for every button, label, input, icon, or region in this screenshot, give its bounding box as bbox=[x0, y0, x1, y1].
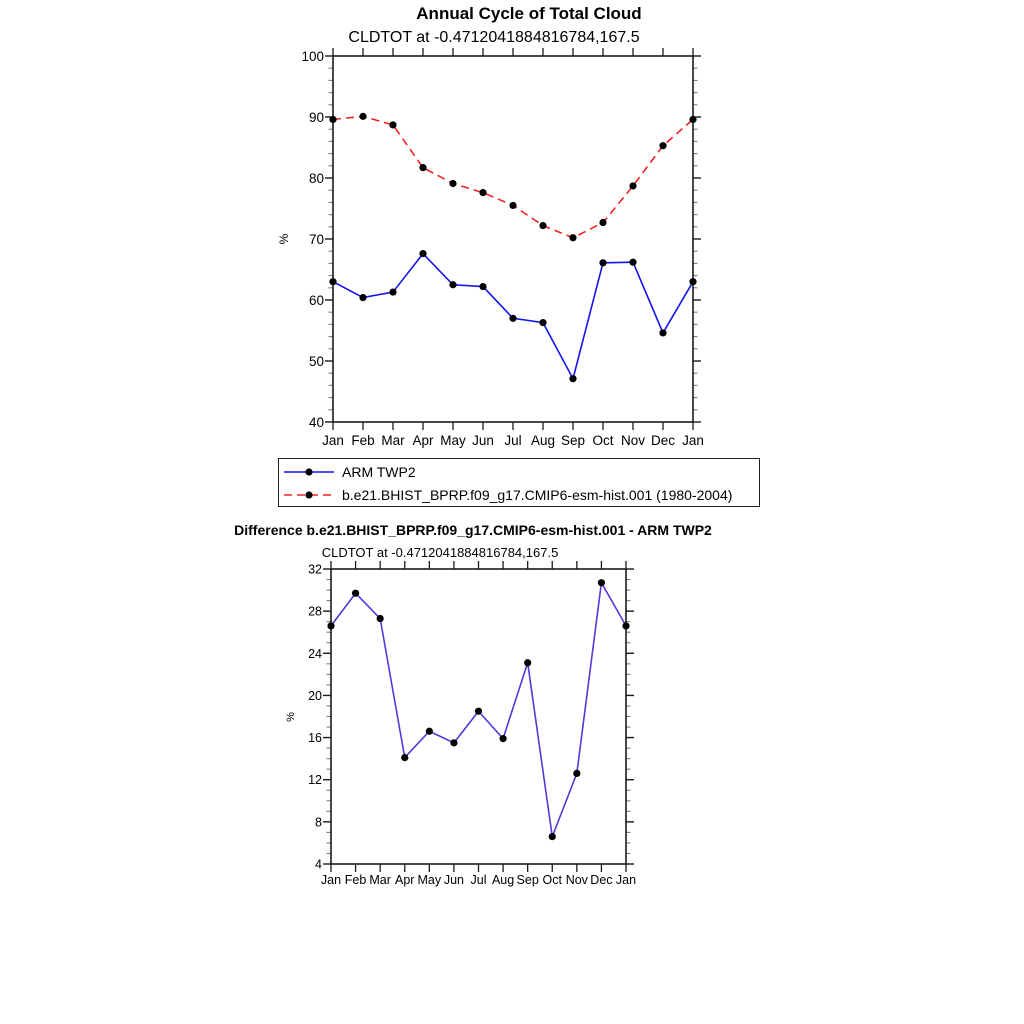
svg-text:70: 70 bbox=[308, 231, 324, 247]
svg-text:4: 4 bbox=[315, 857, 322, 872]
svg-text:8: 8 bbox=[315, 815, 322, 830]
svg-text:Jun: Jun bbox=[443, 873, 464, 887]
svg-text:Oct: Oct bbox=[592, 433, 614, 448]
legend-line-sample-red-dashed bbox=[282, 487, 338, 503]
svg-text:20: 20 bbox=[308, 688, 322, 703]
difference-title: Difference b.e21.BHIST_BPRP.f09_g17.CMIP6-esm-hist.001 - ARM TWP2 bbox=[234, 522, 712, 538]
svg-text:Apr: Apr bbox=[412, 433, 434, 448]
svg-text:80: 80 bbox=[308, 170, 324, 186]
annual-cycle-chart bbox=[262, 40, 740, 460]
svg-text:%: % bbox=[277, 233, 291, 245]
svg-text:Mar: Mar bbox=[381, 433, 405, 448]
svg-text:Aug: Aug bbox=[491, 873, 515, 887]
difference-subtitle: CLDTOT at -0.4712041884816784,167.5 bbox=[321, 545, 559, 560]
svg-text:Sep: Sep bbox=[516, 873, 539, 887]
svg-text:Aug: Aug bbox=[530, 433, 556, 448]
svg-text:60: 60 bbox=[308, 292, 324, 308]
svg-text:Apr: Apr bbox=[395, 873, 415, 887]
svg-text:Oct: Oct bbox=[542, 873, 562, 887]
svg-text:90: 90 bbox=[308, 109, 324, 125]
svg-text:Jan: Jan bbox=[615, 873, 637, 887]
legend-line-sample-blue bbox=[282, 464, 338, 480]
svg-text:100: 100 bbox=[301, 48, 324, 64]
svg-text:May: May bbox=[417, 873, 442, 887]
svg-text:Jun: Jun bbox=[472, 433, 494, 448]
svg-text:Jul: Jul bbox=[470, 873, 487, 887]
svg-text:Dec: Dec bbox=[590, 873, 613, 887]
svg-text:Jan: Jan bbox=[322, 433, 344, 448]
svg-text:40: 40 bbox=[308, 414, 324, 430]
svg-text:May: May bbox=[440, 433, 466, 448]
svg-text:Feb: Feb bbox=[344, 873, 367, 887]
legend-item-model bbox=[282, 483, 759, 506]
svg-text:50: 50 bbox=[308, 353, 324, 369]
legend-label-arm-twp2: ARM TWP2 bbox=[342, 463, 416, 480]
legend-box bbox=[278, 458, 760, 507]
svg-text:Feb: Feb bbox=[351, 433, 375, 448]
svg-text:24: 24 bbox=[308, 646, 322, 661]
svg-text:Sep: Sep bbox=[560, 433, 586, 448]
svg-text:Nov: Nov bbox=[620, 433, 646, 448]
svg-text:28: 28 bbox=[308, 604, 322, 619]
svg-text:32: 32 bbox=[308, 562, 322, 577]
svg-text:Mar: Mar bbox=[369, 873, 391, 887]
legend-item-arm-twp2 bbox=[282, 460, 759, 483]
annual-cycle-title: Annual Cycle of Total Cloud bbox=[416, 4, 642, 23]
svg-text:Dec: Dec bbox=[650, 433, 676, 448]
svg-text:Jan: Jan bbox=[682, 433, 704, 448]
svg-text:%: % bbox=[285, 712, 297, 722]
annual-cycle-subtitle: CLDTOT at -0.4712041884816784,167.5 bbox=[348, 29, 640, 46]
svg-text:Jul: Jul bbox=[504, 433, 522, 448]
legend-label-model: b.e21.BHIST_BPRP.f09_g17.CMIP6-esm-hist.001 (1980-2004) bbox=[342, 486, 733, 503]
difference-chart bbox=[262, 552, 678, 892]
svg-text:Nov: Nov bbox=[565, 873, 588, 887]
svg-text:Jan: Jan bbox=[320, 873, 342, 887]
svg-text:12: 12 bbox=[308, 773, 322, 788]
svg-text:16: 16 bbox=[308, 731, 322, 746]
